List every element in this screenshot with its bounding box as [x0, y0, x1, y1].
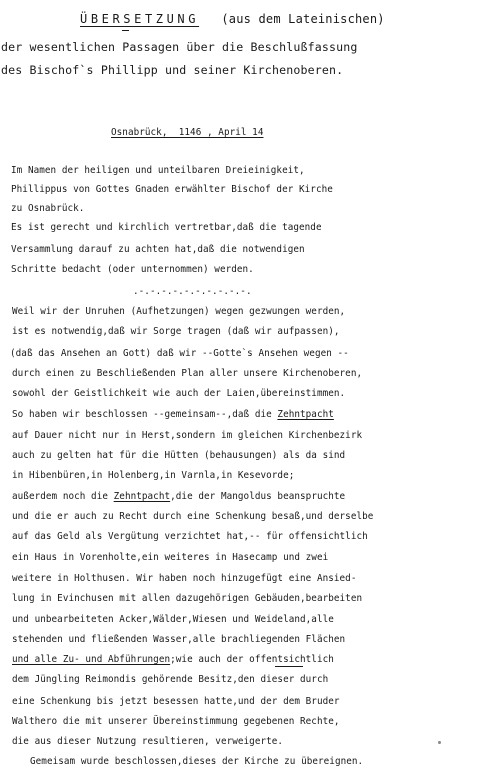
para1-line-4: Es ist gerecht und kirchlich vertretbar,daß die tagende	[11, 222, 322, 233]
para2-line-6-text: So haben wir beschlossen --gemeinsam--,daß die	[12, 409, 278, 420]
para2-line-21: Walthero die mit unserer Übereinstimmung gegebenen Rechte,	[12, 716, 340, 727]
zehntpacht-term-1: Zehntpacht	[277, 409, 334, 420]
zehntpacht-term-2: Zehntpacht	[113, 491, 171, 502]
para2-line-22: die aus dieser Nutzung resultieren, verweigerte.	[12, 736, 284, 747]
para2-line-18-rest: ;wie auch der offentsichtlich	[170, 654, 334, 665]
para1-line-1: Im Namen der heiligen und unteilbaren Dreieinigkeit,	[11, 165, 305, 176]
underline-mark	[275, 666, 303, 667]
para2-line-11: und die er auch zu Recht durch eine Schenkung besaß,und derselbe	[12, 511, 374, 522]
para2-line-20: eine Schenkung bis jetzt besessen hatte,und der dem Bruder	[12, 696, 340, 707]
para2-line-4: durch einen zu Beschließenden Plan aller unsere Kirchenoberen,	[12, 368, 363, 379]
para2-line-3: (daß das Ansehen an Gott) daß wir --Gotte`s Ansehen wegen --	[10, 348, 349, 359]
para2-line-13: ein Haus in Vorenholte,ein weiteres in Hasecamp und zwei	[12, 552, 329, 563]
para2-line-10	[12, 492, 345, 501]
para2-line-5: sowohl der Geistlichkeit wie auch der Laien,übereinstimmen.	[12, 388, 346, 399]
para2-line-17: stehenden und fließenden Wasser,alle brachliegenden Flächen	[12, 634, 346, 645]
para2-line-18	[12, 655, 334, 664]
para2-line-14: weitere in Holthusen. Wir haben noch hinzugefügt eine Ansied-	[12, 573, 357, 584]
para2-line-1: Weil wir der Unruhen (Aufhetzungen) wegen gezwungen werden,	[12, 306, 346, 317]
subtitle-line-2: des Bischof`s Phillipp und seiner Kirchenoberen.	[1, 63, 344, 77]
para2-line-10-text: außerdem noch die	[12, 491, 114, 502]
para2-line-23: Gemeisam wurde beschlossen,dieses der Kirche zu übereignen.	[30, 756, 364, 767]
para2-line-12: auf das Geld als Vergütung verzichtet hat,-- für offensichtlich	[12, 531, 368, 542]
para2-line-16: und unbearbeiteten Acker,Wälder,Wiesen und Weideland,alle	[12, 614, 334, 625]
title-word: ÜBERSETZUNG	[80, 12, 200, 26]
para2-line-15: lung in Evinchusen mit allen dazugehörigen Gebäuden,bearbeiten	[12, 593, 363, 604]
zu-und-abfuehrungen-term: und alle Zu- und Abführungen	[12, 654, 171, 665]
para1-line-5: Versammlung darauf zu achten hat,daß die notwendigen	[11, 244, 305, 255]
date-line: Osnabrück, 1146 , April 14	[111, 127, 264, 138]
para2-line-7: auf Dauer nicht nur in Herst,sondern im gleichen Kirchenbezirk	[12, 430, 363, 441]
para2-line-19: dem Jüngling Reimondis gehörende Besitz,den dieser durch	[12, 674, 329, 685]
para2-line-2: ist es notwendig,daß wir Sorge tragen (daß wir aufpassen),	[12, 326, 340, 337]
document-title	[80, 13, 385, 25]
para1-line-2: Phillippus von Gottes Gnaden erwählter Bischof der Kirche	[11, 184, 333, 195]
para2-line-8: auch zu gelten hat für die Hütten (behausungen) als da sind	[12, 450, 346, 461]
para2-line-10-rest: ,die der Mangoldus beanspruchte	[170, 491, 346, 502]
para2-line-6	[12, 410, 334, 419]
title-language-note: (aus dem Lateinischen)	[221, 12, 385, 26]
paper-speck	[438, 741, 441, 744]
para2-line-9: in Hibenbüren,in Holenberg,in Varnla,in Kesevorde;	[12, 470, 295, 481]
subtitle-line-1: der wesentlichen Passagen über die Beschlußfassung	[1, 40, 358, 54]
para1-line-3: zu Osnabrück.	[11, 203, 85, 214]
separator-line: .-.-.-.-.-.-.-.-.-.-.	[133, 286, 252, 297]
title-mark	[122, 30, 129, 31]
para1-line-6: Schritte bedacht (oder unternommen) werden.	[11, 264, 254, 275]
